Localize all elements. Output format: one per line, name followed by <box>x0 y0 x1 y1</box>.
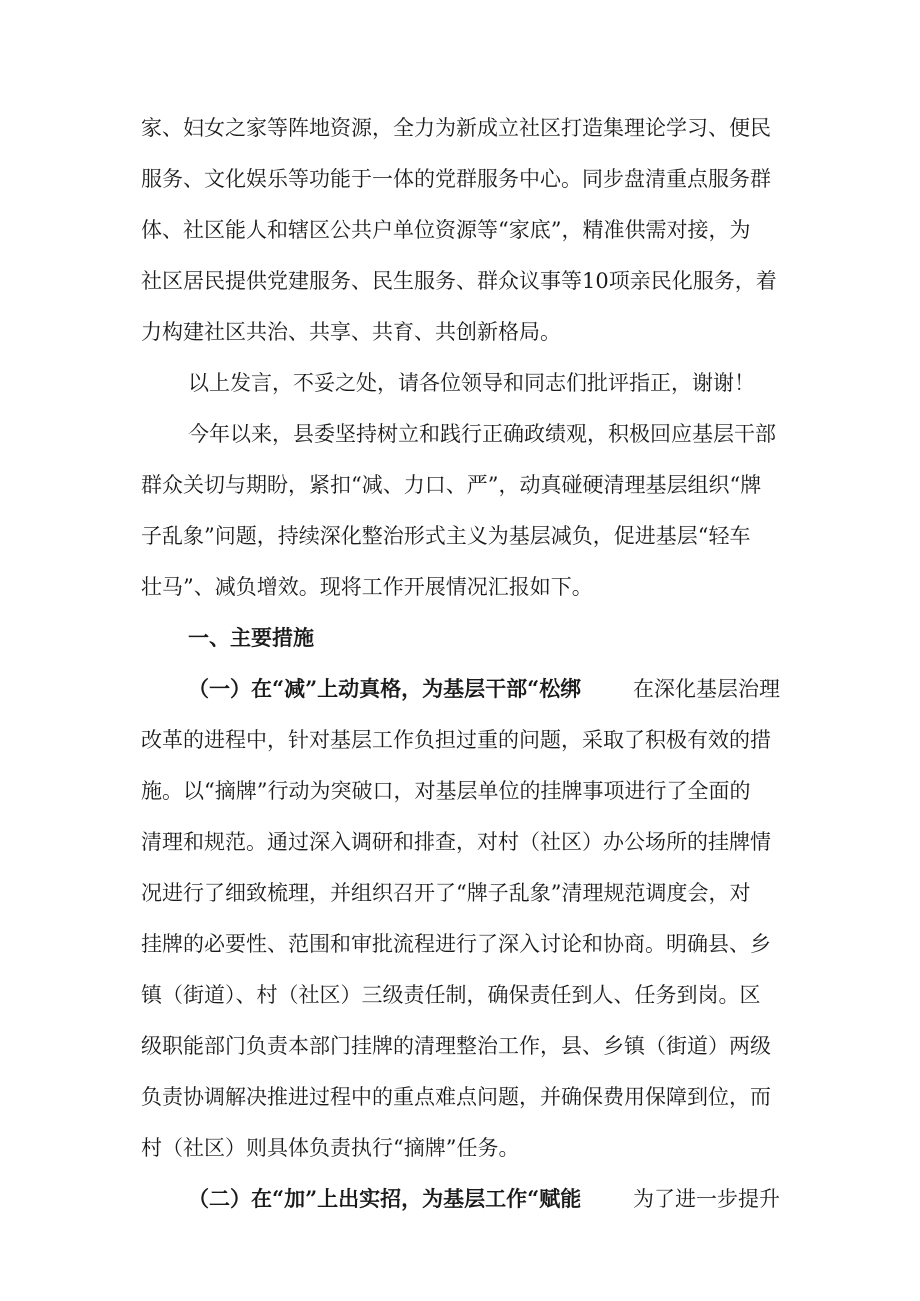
text-run: 施。以“摘牌”行动为突破口，对基层单位的挂牌事项进行了全面的 <box>141 779 751 803</box>
text-line <box>0 106 920 150</box>
text-line <box>0 208 920 252</box>
text-line <box>0 871 920 915</box>
text-line <box>0 565 920 609</box>
text-run: 村（社区）则具体负责执行“摘牌”任务。 <box>141 1136 520 1160</box>
text-line <box>0 310 920 354</box>
text-run: 级职能部门负责本部门挂牌的清理整治工作，县、乡镇（街道）两级 <box>141 1034 771 1058</box>
text-run: 群众关切与期盼，紧扣“减、力口、严”，动真碰硬清理基层组织“牌 <box>141 473 762 497</box>
text-run: 今年以来，县委坚持树立和践行正确政绩观，积极回应基层干部 <box>188 422 776 446</box>
section-heading-text: 一、主要措施 <box>188 625 314 650</box>
text-line <box>0 973 920 1017</box>
text-run: 家、妇女之家等阵地资源，全力为新成立社区打造集理论学习、便民 <box>141 116 771 140</box>
text-line <box>0 157 920 201</box>
text-line <box>0 1126 920 1170</box>
text-run: 改革的进程中，针对基层工作负担过重的问题，采取了积极有效的措 <box>141 728 771 752</box>
text-line <box>0 463 920 507</box>
text-run: 在深化基层治理 <box>633 677 780 701</box>
section-heading <box>0 616 920 660</box>
text-line <box>0 922 920 966</box>
text-run: 服务、文化娱乐等功能于一体的党群服务中心。同步盘清重点服务群 <box>141 167 771 191</box>
text-run: 负责协调解决推进过程中的重点难点问题，并确保费用保障到位，而 <box>141 1085 771 1109</box>
subsection-first-line <box>0 667 920 711</box>
text-line <box>0 1075 920 1119</box>
text-line <box>0 769 920 813</box>
text-line <box>0 718 920 762</box>
text-run: 挂牌的必要性、范围和审批流程进行了深入讨论和协商。明确县、乡 <box>141 932 771 956</box>
paragraph-first-line <box>0 361 920 405</box>
text-line <box>0 259 920 303</box>
text-run: 镇（街道）、村（社区）三级责任制，确保责任到人、任务到岗。区 <box>141 983 761 1007</box>
text-run: 子乱象”问题，持续深化整治形式主义为基层减负，促进基层“轻车 <box>141 524 751 548</box>
text-run: 社区居民提供党建服务、民生服务、群众议事等10项亲民化服务，着 <box>141 269 777 293</box>
text-run: 壮马”、减负增效。现将工作开展情况汇报如下。 <box>141 575 593 599</box>
text-run: 况进行了细致梳理，并组织召开了“牌子乱象”清理规范调度会，对 <box>141 881 751 905</box>
text-run: 体、社区能人和辖区公共户单位资源等“家底”，精准供需对接，为 <box>141 218 751 242</box>
text-run: 以上发言，不妥之处，请各位领导和同志们批评指正，谢谢！ <box>188 371 755 395</box>
text-line <box>0 514 920 558</box>
subsection-heading: （二）在“加”上出实招，为基层工作“赋能 <box>188 1186 582 1211</box>
subsection-first-line <box>0 1177 920 1221</box>
text-line <box>0 1024 920 1068</box>
text-run: 清理和规范。通过深入调研和排查，对村（社区）办公场所的挂牌情 <box>141 830 771 854</box>
subsection-heading: （一）在“减”上动真格，为基层干部“松绑 <box>188 676 582 701</box>
text-run: 为了进一步提升 <box>633 1187 780 1211</box>
paragraph-first-line <box>0 412 920 456</box>
text-line <box>0 820 920 864</box>
text-run: 力构建社区共治、共享、共育、共创新格局。 <box>141 320 561 344</box>
